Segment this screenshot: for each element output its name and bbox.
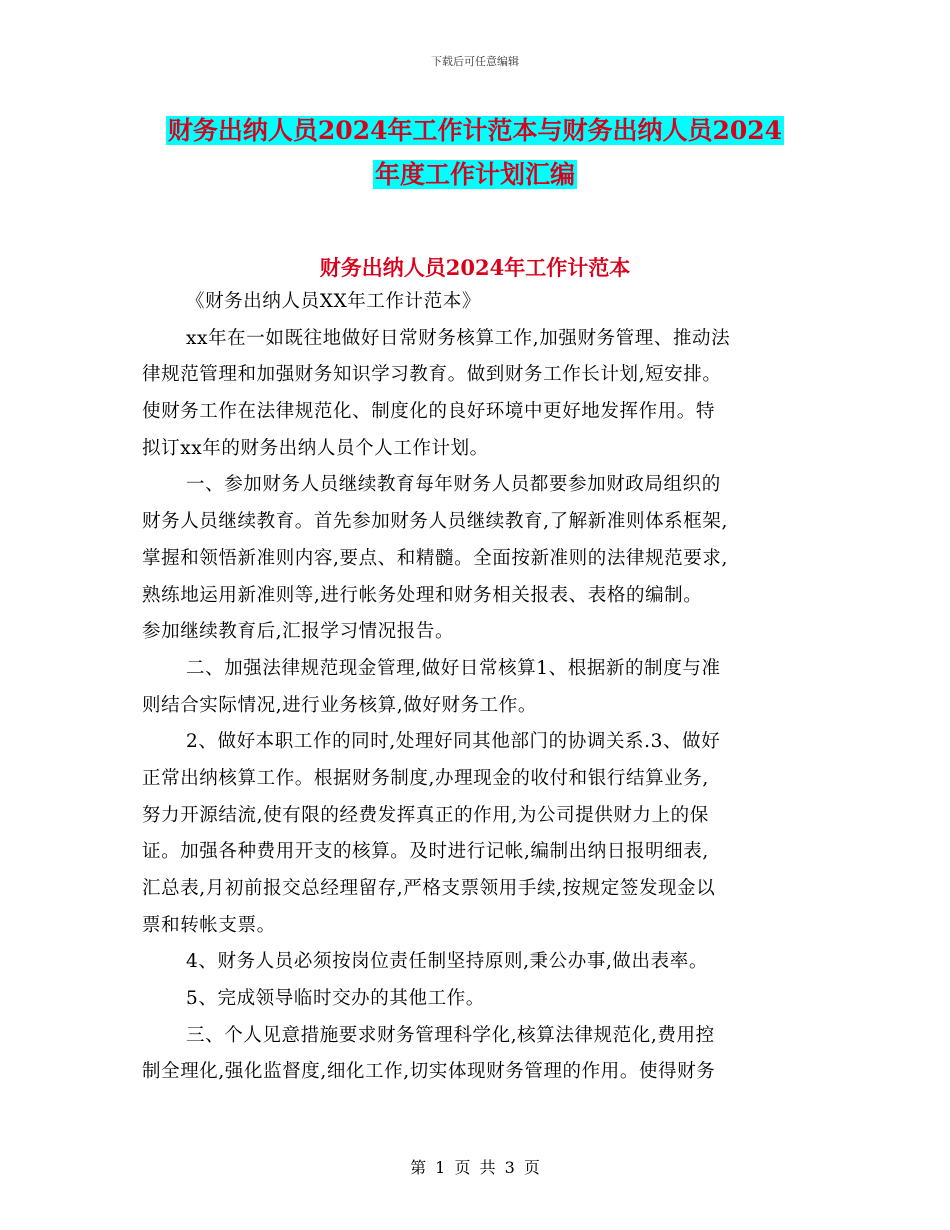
body-line: 5、完成领导临时交办的其他工作。 <box>186 988 485 1010</box>
body-line: 律规范管理和加强财务知识学习教育。做到财务工作长计划,短安排。 <box>142 364 722 386</box>
body-line: xx年在一如既往地做好日常财务核算工作,加强财务管理、推动法 <box>186 327 731 349</box>
body-line: 三、个人见意措施要求财务管理科学化,核算法律规范化,费用控 <box>186 1024 715 1046</box>
body-line: 财务人员继续教育。首先参加财务人员继续教育,了解新准则体系框架, <box>142 511 728 533</box>
body-line: 2、做好本职工作的同时,处理好同其他部门的协调关系.3、做好 <box>186 731 721 753</box>
body-line: 4、财务人员必须按岗位责任制坚持原则,秉公办事,做出表率。 <box>186 951 708 973</box>
section-title: 财务出纳人员2024年工作计范本 <box>319 255 631 280</box>
body-line: 一、参加财务人员继续教育每年财务人员都要参加财政局组织的 <box>186 474 721 496</box>
body-line: 正常出纳核算工作。根据财务制度,办理现金的收付和银行结算业务, <box>142 767 709 789</box>
body-text <box>142 284 814 1091</box>
document-title-line-1: 财务出纳人员2024年工作计范本与财务出纳人员2024 <box>167 116 783 145</box>
body-line: 掌握和领悟新准则内容,要点、和精髓。全面按新准则的法律规范要求, <box>142 547 728 569</box>
body-line: 二、加强法律规范现金管理,做好日常核算1、根据新的制度与准 <box>186 657 721 679</box>
page-footer: 第 1 页 共 3 页 <box>410 1158 540 1177</box>
body-line: 熟练地运用新准则等,进行帐务处理和财务相关报表、表格的编制。 <box>142 584 703 606</box>
body-line: 拟订xx年的财务出纳人员个人工作计划。 <box>142 437 489 459</box>
body-line: 则结合实际情况,进行业务核算,做好财务工作。 <box>142 694 537 716</box>
body-line: 参加继续教育后,汇报学习情况报告。 <box>142 621 455 643</box>
body-line: 努力开源结流,使有限的经费发挥真正的作用,为公司提供财力上的保 <box>142 804 709 826</box>
body-line: 汇总表,月初前报交总经理留存,严格支票领用手续,按规定签发现金以 <box>142 878 716 899</box>
body-line: 制全理化,强化监督度,细化工作,切实体现财务管理的作用。使得财务 <box>142 1061 716 1083</box>
body-line: 证。加强各种费用开支的核算。及时进行记帐,编制出纳日报明细表, <box>142 841 709 863</box>
header-note: 下载后可任意编辑 <box>431 55 519 68</box>
document-title <box>0 109 950 197</box>
document-title-line-2: 年度工作计划汇编 <box>374 160 575 189</box>
body-line: 票和转帐支票。 <box>142 914 276 936</box>
body-line: 使财务工作在法律规范化、制度化的良好环境中更好地发挥作用。特 <box>142 401 716 423</box>
body-line: 《财务出纳人员XX年工作计范本》 <box>186 291 481 312</box>
